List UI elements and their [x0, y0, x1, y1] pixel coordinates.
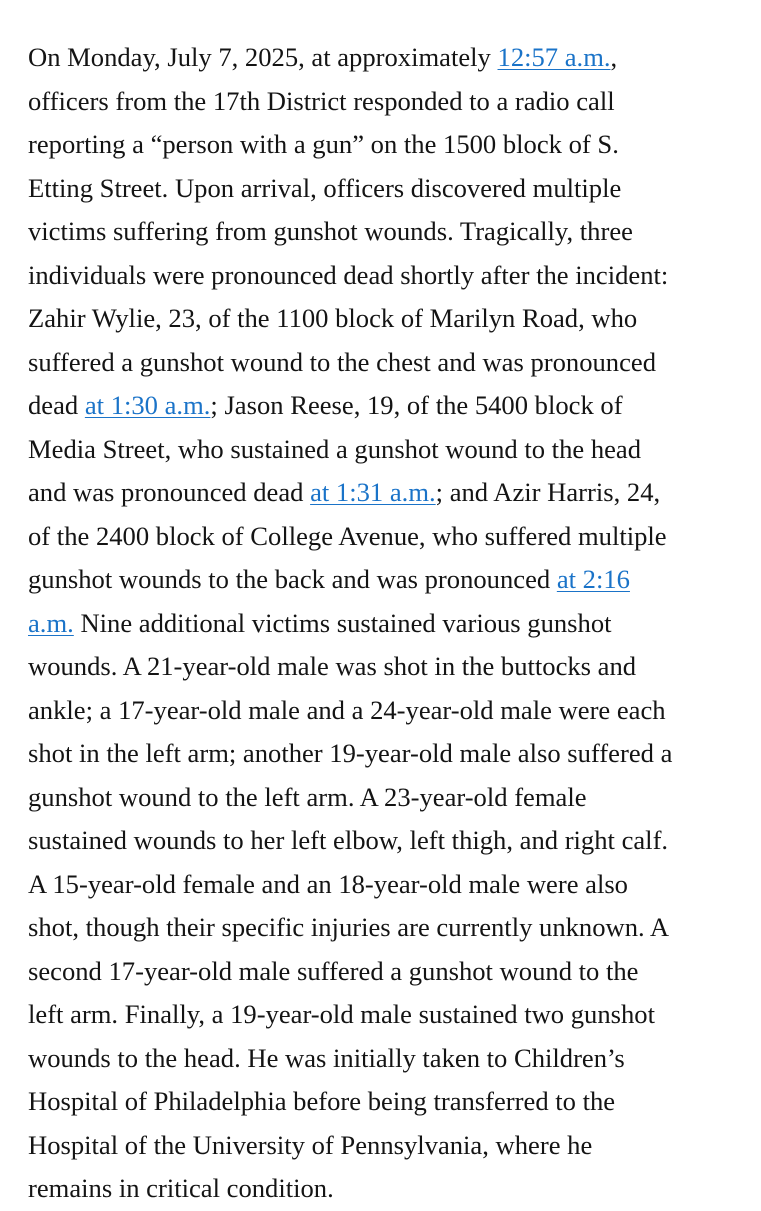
article-line: [28, 819, 743, 863]
article-line: [28, 1124, 743, 1168]
article-line: [28, 602, 743, 646]
article-text: Etting Street. Upon arrival, officers discovered multiple: [28, 172, 622, 203]
article-line: [28, 384, 743, 428]
article-line: [28, 732, 743, 776]
article-text: dead: [28, 390, 85, 420]
article-text: Hospital of the University of Pennsylvania, where he: [28, 1129, 593, 1160]
article-text: of the 2400 block of College Avenue, who suffered multiple: [28, 520, 667, 551]
time-link[interactable]: a.m.: [28, 607, 74, 638]
article-text: reporting a “person with a gun” on the 1500 block of S.: [28, 129, 619, 159]
article-line: [28, 210, 743, 254]
article-line: [28, 254, 743, 298]
time-link[interactable]: at 1:30 a.m.: [84, 390, 211, 420]
article-text: gunshot wounds to the back and was pronounced: [28, 564, 557, 594]
article-text: suffered a gunshot wound to the chest and was pronounced: [28, 346, 657, 377]
article-text: wounds to the head. He was initially taken to Children’s: [28, 1042, 625, 1073]
article-text: ,: [610, 42, 618, 72]
article-text: A 15-year-old female and an 18-year-old male were also: [28, 868, 628, 899]
article-text: Hospital of Philadelphia before being transferred to the: [28, 1086, 616, 1116]
article-text: shot in the left arm; another 19-year-old male also suffered a: [28, 738, 673, 768]
article-text: and was pronounced dead: [28, 477, 311, 507]
article-text: ankle; a 17-year-old male and a 24-year-old male were each: [28, 694, 666, 725]
article-line: [28, 297, 743, 341]
article-line: [28, 36, 743, 80]
article-line: [28, 515, 743, 559]
article-text: Nine additional victims sustained various gunshot: [73, 607, 612, 638]
article-line: [28, 993, 743, 1037]
article-line: [28, 776, 743, 820]
article-line: [28, 689, 743, 733]
article-line: [28, 123, 743, 167]
article-line: [28, 1037, 743, 1081]
article-text: Media Street, who sustained a gunshot wound to the head: [28, 433, 642, 464]
article-line: [28, 428, 743, 472]
article-text: Zahir Wylie, 23, of the 1100 block of Marilyn Road, who: [28, 303, 638, 333]
article-body: [28, 36, 743, 1211]
article-line: [28, 471, 743, 515]
article-text: remains in critical condition.: [28, 1173, 334, 1203]
article-text: gunshot wound to the left arm. A 23-year-old female: [28, 781, 587, 812]
article-line: [28, 906, 743, 950]
article-text: ; and Azir Harris, 24,: [435, 477, 661, 507]
article-line: [28, 863, 743, 907]
article-line: [28, 950, 743, 994]
article-text: officers from the 17th District responded to a radio call: [28, 85, 615, 116]
article-line: [28, 341, 743, 385]
article-text: On Monday, July 7, 2025, at approximately: [28, 42, 498, 72]
article-line: [28, 167, 743, 211]
article-text: left arm. Finally, a 19-year-old male sustained two gunshot: [28, 999, 655, 1029]
article-text: wounds. A 21-year-old male was shot in the buttocks and: [28, 651, 637, 681]
article-line: [28, 1167, 743, 1211]
time-link[interactable]: at 1:31 a.m.: [310, 477, 436, 507]
article-text: sustained wounds to her left elbow, left thigh, and right calf.: [28, 825, 669, 855]
article-text: victims suffering from gunshot wounds. Tragically, three: [28, 216, 633, 246]
article-line: [28, 80, 743, 124]
article-line: [28, 558, 743, 602]
time-link[interactable]: at 2:16: [556, 564, 630, 594]
time-link[interactable]: 12:57 a.m.: [497, 42, 611, 72]
article-text: second 17-year-old male suffered a gunshot wound to the: [28, 955, 639, 986]
article-text: shot, though their specific injuries are currently unknown. A: [28, 912, 670, 942]
article-text: individuals were pronounced dead shortly after the incident:: [28, 259, 669, 290]
article-text: ; Jason Reese, 19, of the 5400 block of: [210, 390, 623, 420]
article-line: [28, 1080, 743, 1124]
article-line: [28, 645, 743, 689]
